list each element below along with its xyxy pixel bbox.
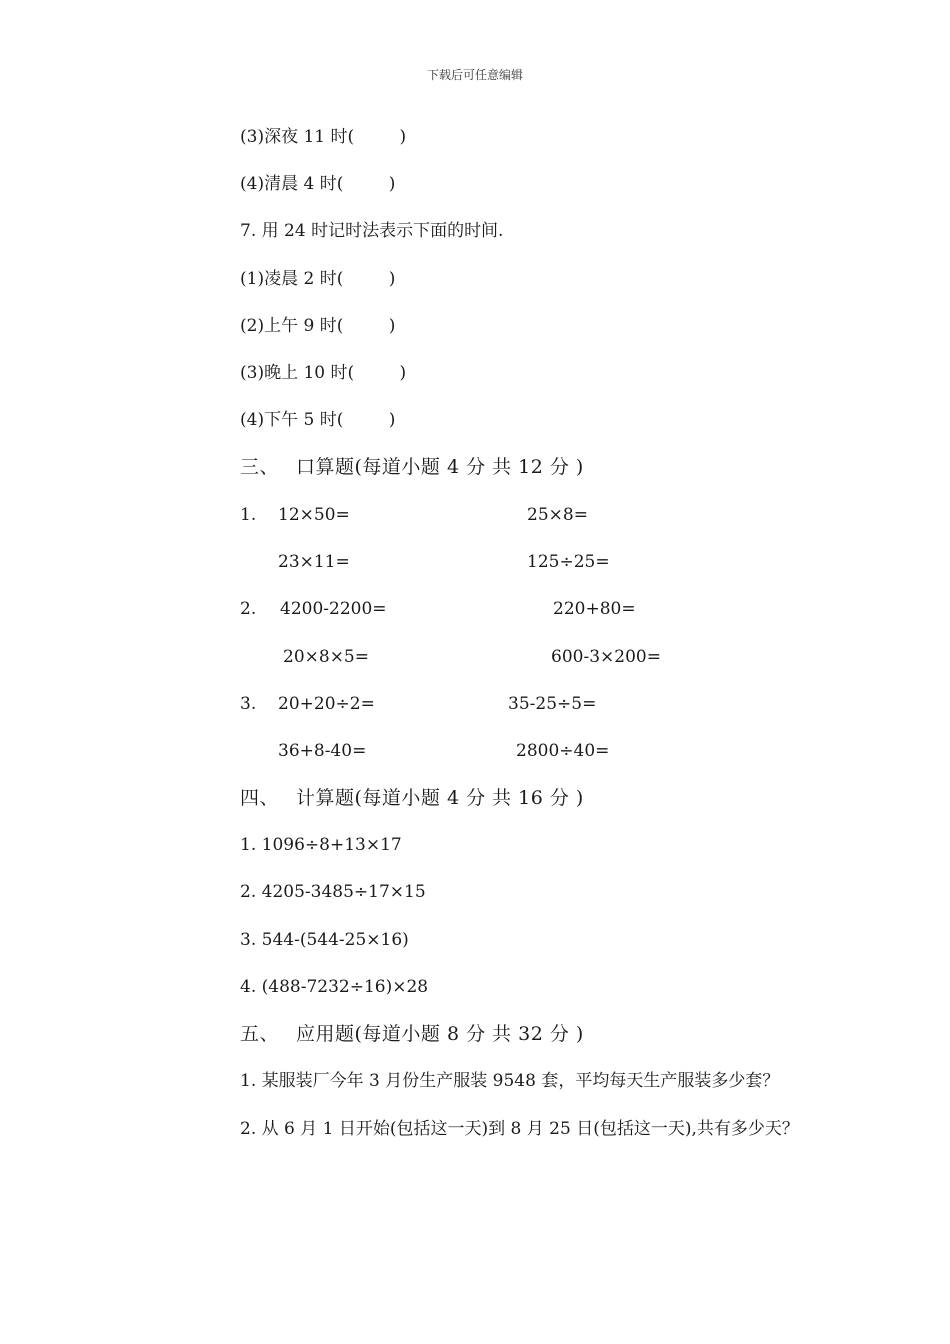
q7-item-4-label: (4)下午 5 时( xyxy=(240,410,344,430)
s3-row-6-left: 36+8-40= xyxy=(278,741,367,761)
s5-item-1: 1. 某服装厂今年 3 月份生产服装 9548 套，平均每天生产服装多少套？ xyxy=(240,1071,780,1091)
section-5-title: 应用题(每道小题 8 分 共 32 分 ) xyxy=(296,1023,584,1045)
q7-item-1 xyxy=(240,268,395,290)
s4-item-4: 4. (488-7232÷16)×28 xyxy=(240,977,429,997)
s3-row-3-left: 4200-2200= xyxy=(280,599,387,619)
s3-row-4-left: 20×8×5= xyxy=(283,647,369,667)
s4-item-1: 1. 1096÷8+13×17 xyxy=(240,835,402,855)
q7-item-4-close: ) xyxy=(388,410,396,430)
q7-item-2-label: (2)上午 9 时( xyxy=(240,316,344,336)
q6-item-4-label: (4)清晨 4 时( xyxy=(240,174,344,194)
page-header: 下载后可任意编辑 xyxy=(426,68,523,82)
section-5-heading xyxy=(240,1022,584,1046)
s3-row-4-right: 600-3×200= xyxy=(551,647,661,667)
q7-item-4 xyxy=(240,409,395,431)
section-4-title: 计算题(每道小题 4 分 共 16 分 ) xyxy=(296,787,584,809)
q6-item-3-close: ) xyxy=(399,127,407,147)
section-3-number: 三、 xyxy=(240,456,280,478)
q7-title: 7. 用 24 时记时法表示下面的时间. xyxy=(240,221,504,241)
q7-item-3 xyxy=(240,362,406,384)
section-3-heading xyxy=(240,455,584,479)
s3-row-1-left: 12×50= xyxy=(278,505,350,525)
q6-item-3 xyxy=(240,126,406,148)
q6-item-4-close: ) xyxy=(388,174,396,194)
s3-row-3-index: 2. xyxy=(240,599,257,619)
q7-item-3-label: (3)晚上 10 时( xyxy=(240,363,355,383)
q7-item-3-close: ) xyxy=(399,363,407,383)
q7-item-1-close: ) xyxy=(388,269,396,289)
q7-item-2 xyxy=(240,315,395,337)
s3-row-5-right: 35-25÷5= xyxy=(508,694,597,714)
s4-item-3: 3. 544-(544-25×16) xyxy=(240,930,409,950)
s3-row-6-right: 2800÷40= xyxy=(516,741,610,761)
s3-row-5-left: 20+20÷2= xyxy=(278,694,375,714)
q6-item-3-label: (3)深夜 11 时( xyxy=(240,127,355,147)
s3-row-5-index: 3. xyxy=(240,694,257,714)
s3-row-1-right: 25×8= xyxy=(527,505,588,525)
section-4-heading xyxy=(240,786,584,810)
s5-item-2: 2. 从 6 月 1 日开始(包括这一天)到 8 月 25 日(包括这一天),共有多少天？ xyxy=(240,1119,799,1139)
s4-item-2: 2. 4205-3485÷17×15 xyxy=(240,882,426,902)
s3-row-2-right: 125÷25= xyxy=(527,552,610,572)
s3-row-2-left: 23×11= xyxy=(278,552,350,572)
s3-row-1-index: 1. xyxy=(240,505,257,525)
s3-row-3-right: 220+80= xyxy=(553,599,636,619)
q6-item-4 xyxy=(240,173,395,195)
q7-item-1-label: (1)凌晨 2 时( xyxy=(240,269,344,289)
section-4-number: 四、 xyxy=(240,787,280,809)
q7-item-2-close: ) xyxy=(388,316,396,336)
section-3-title: 口算题(每道小题 4 分 共 12 分 ) xyxy=(296,456,584,478)
section-5-number: 五、 xyxy=(240,1023,280,1045)
